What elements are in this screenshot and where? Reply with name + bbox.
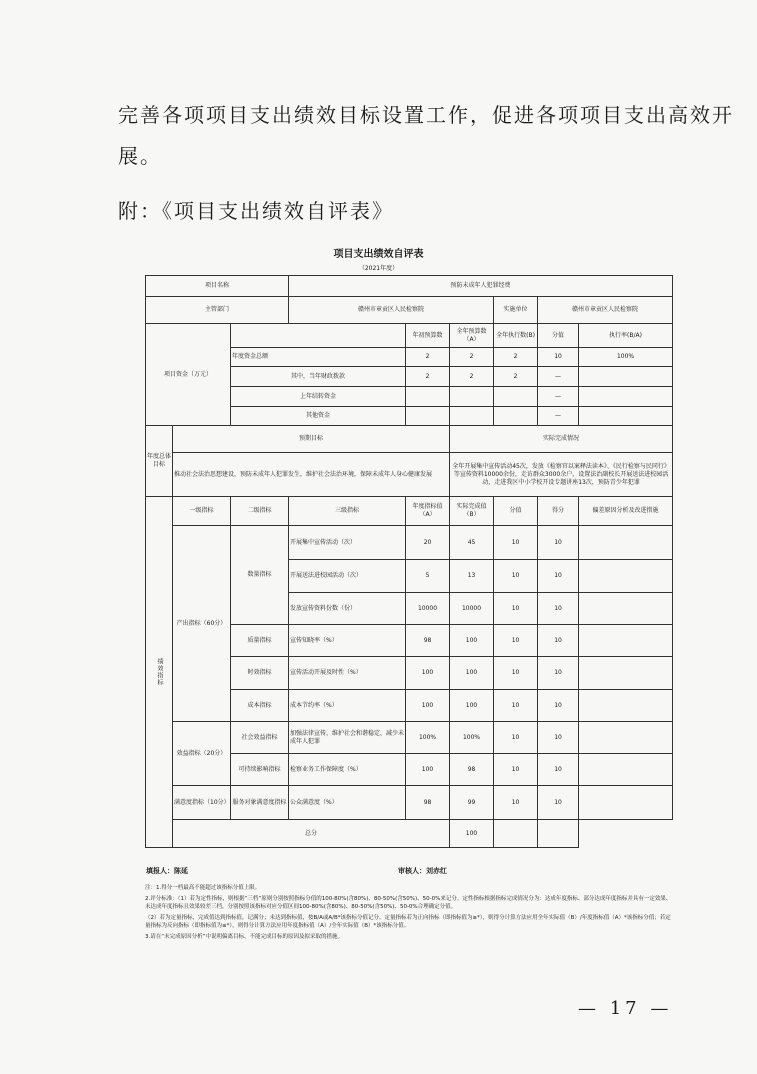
level2-quantity: 数量指标 [231, 526, 289, 625]
indicator-score: 10 [494, 786, 538, 820]
fund-row-label: 其他资金 [231, 407, 406, 426]
indicator-score: 10 [494, 657, 538, 690]
fund-header: 全年预算数（A） [450, 324, 494, 348]
level2-social: 社会效益指标 [231, 722, 289, 754]
indicator-name: 开展送法进校园活动（次） [289, 560, 406, 593]
indicator-actual: 100% [450, 722, 494, 754]
indicator-name: 宣传活动开展及时性（%） [289, 657, 406, 690]
note-item: （2）若为定量指标，完成值达到指标值，记满分；未达到指标值，按B/A或A/B*该指标分值记分。定量指标若为正向指标（即指标值为≥*），则得分计算方法应用全年实际值（B）/年度指标值（A）*该指标分值；若定量指标为反向指标（即指标值为≤*），则得分计算方法应用年度指标值（A）/全年实际值（B）*该指标分值。 [145, 915, 671, 929]
fund-cell: — [538, 387, 579, 407]
indicator-score: 10 [494, 560, 538, 593]
body-paragraph-line1: 完善各项项目支出绩效目标设置工作，促进各项项目支出高效开 [118, 103, 734, 127]
indicator-actual: 100 [450, 690, 494, 722]
indicator-name: 加强法律宣传，维护社会和谐稳定，减少未成年人犯罪 [289, 722, 406, 754]
page-number: — 17 — [578, 998, 673, 1019]
perf-header: 得分 [538, 497, 579, 526]
dept-value: 赣州市章贡区人民检察院 [289, 297, 494, 324]
table-row [146, 722, 673, 754]
level1-benefit: 效益指标（20分） [173, 722, 231, 786]
level2-service: 服务对象满意度指标 [231, 786, 289, 820]
fund-cell [579, 367, 673, 387]
fund-cell: 2 [406, 348, 450, 367]
indicator-score: 10 [494, 526, 538, 560]
indicator-actual: 13 [450, 560, 494, 593]
indicator-score: 10 [494, 754, 538, 786]
perf-header: 年度指标值（A） [406, 497, 450, 526]
level1-output: 产出指标（60分） [173, 526, 231, 722]
fund-cell [494, 387, 538, 407]
perf-header: 偏差原因分析及改进措施 [579, 497, 673, 526]
fund-cell [579, 387, 673, 407]
level2-quality: 质量指标 [231, 625, 289, 657]
indicator-got: 10 [538, 657, 579, 690]
goal-actual-label: 实际完成情况 [450, 426, 673, 453]
perf-header: 分值 [494, 497, 538, 526]
level2-sustain: 可持续影响指标 [231, 754, 289, 786]
impl-label: 实施单位 [494, 297, 538, 324]
fund-header: 执行率(B/A) [579, 324, 673, 348]
table-row [146, 297, 673, 324]
fund-cell: 2 [494, 348, 538, 367]
filler-name: 填报人：陈延 [146, 867, 188, 875]
goal-label: 年度总体目标 [146, 426, 173, 497]
appendix-heading: 附：《项目支出绩效自评表》 [118, 199, 394, 223]
fund-row-label: 年度资金总额 [231, 348, 406, 367]
total-label: 总分 [173, 820, 450, 848]
table-row [146, 497, 673, 526]
dept-label: 主管部门 [146, 297, 289, 324]
indicator-name: 开展集中宣传活动（次） [289, 526, 406, 560]
fund-header: 年初预算数 [406, 324, 450, 348]
fund-cell: 2 [494, 367, 538, 387]
fund-cell: — [538, 407, 579, 426]
table-notes [145, 884, 675, 944]
fund-cell [406, 407, 450, 426]
indicator-score: 10 [494, 593, 538, 625]
total-value: 100 [450, 820, 494, 848]
indicator-actual: 45 [450, 526, 494, 560]
table-row [146, 820, 673, 848]
indicator-actual: 10000 [450, 593, 494, 625]
indicator-target: 10000 [406, 593, 450, 625]
body-paragraph-line2: 展。 [118, 144, 162, 168]
indicator-target: 100 [406, 690, 450, 722]
indicator-target: 5 [406, 560, 450, 593]
fund-cell: 2 [450, 348, 494, 367]
indicator-actual: 99 [450, 786, 494, 820]
indicator-name: 成本节约率（%） [289, 690, 406, 722]
project-name-label: 项目名称 [146, 276, 289, 297]
fund-row-label: 上年结转资金 [231, 387, 406, 407]
fund-cell: 10 [538, 348, 579, 367]
indicator-got: 10 [538, 786, 579, 820]
indicator-name: 宣传知晓率（%） [289, 625, 406, 657]
goal-actual: 全年开展集中宣传活动45次，发放《检察官以案释法读本》、《民行检察与民同行》等宣传资料10000余份，走访群众3000余户，设置法治副校长开展送法进校园活动，走进我区中小学校开设专题讲座13次，预防青少年犯罪 [450, 453, 673, 497]
indicator-target: 98 [406, 625, 450, 657]
indicator-score: 10 [494, 690, 538, 722]
table-row [146, 453, 673, 497]
goal-expected: 推动社会法治思想建设，预防未成年人犯罪发生，维护社会法治环境，保障未成年人身心健康发展 [173, 453, 450, 497]
fund-cell: 2 [406, 367, 450, 387]
level1-satisfaction: 满意度指标（10分） [173, 786, 231, 820]
self-evaluation-table [145, 275, 673, 848]
indicator-name: 公众满意度（%） [289, 786, 406, 820]
indicator-target: 20 [406, 526, 450, 560]
table-year: （2021年度） [358, 265, 399, 272]
indicator-got: 10 [538, 560, 579, 593]
note-item: 注：1.得分一档最高不能超过该指标分值上限。 [145, 885, 261, 891]
table-title: 项目支出绩效自评表 [333, 249, 424, 260]
indicator-name: 发放宣传资料份数（份） [289, 593, 406, 625]
indicator-target: 100 [406, 754, 450, 786]
fund-cell [450, 387, 494, 407]
indicator-got: 10 [538, 690, 579, 722]
fund-label: 项目资金（万元） [146, 324, 231, 426]
indicator-actual: 100 [450, 625, 494, 657]
perf-header: 二级指标 [231, 497, 289, 526]
fund-cell [494, 407, 538, 426]
table-row [146, 324, 673, 348]
fund-row-label: 其中，当年财政拨款 [231, 367, 406, 387]
indicator-target: 98 [406, 786, 450, 820]
indicator-target: 100 [406, 657, 450, 690]
impl-value: 赣州市章贡区人民检察院 [538, 297, 673, 324]
table-row [146, 526, 673, 560]
indicator-got: 10 [538, 625, 579, 657]
fund-cell [579, 407, 673, 426]
note-item: 3.请在“未完成原因分析”中说明偏离目标、不能完成目标的原因及拟采取的措施。 [145, 934, 343, 940]
level2-timeliness: 时效指标 [231, 657, 289, 690]
perf-label: 绩效指标 [146, 497, 173, 848]
indicator-target: 100% [406, 722, 450, 754]
indicator-got: 10 [538, 593, 579, 625]
perf-header: 实际完成值（B） [450, 497, 494, 526]
table-row [146, 276, 673, 297]
reviewer-name: 审核人：刘赤红 [398, 867, 447, 875]
indicator-got: 10 [538, 754, 579, 786]
indicator-name: 检察业务工作保障度（%） [289, 754, 406, 786]
indicator-got: 10 [538, 722, 579, 754]
perf-header: 三级指标 [289, 497, 406, 526]
perf-header: 一级指标 [173, 497, 231, 526]
goal-expected-label: 预期目标 [173, 426, 450, 453]
level2-cost: 成本指标 [231, 690, 289, 722]
fund-cell: 100% [579, 348, 673, 367]
indicator-actual: 98 [450, 754, 494, 786]
indicator-score: 10 [494, 625, 538, 657]
fund-cell: — [538, 367, 579, 387]
table-row [146, 426, 673, 453]
indicator-score: 10 [494, 722, 538, 754]
fund-header: 全年执行数(B) [494, 324, 538, 348]
fund-cell: 2 [450, 367, 494, 387]
note-item: 2.评分标准：（1）若为定性指标，则根据“三档”原则分别按照指标分值的100-80%(含80%)、80-50%(含50%)、50-0%来记分。定性指标根据指标完成情况分为：达成年度指标、部分达成年度指标并具有一定效果、未达成年度指标且效果较差三档，分别按照该指标对应分值区间100-80%(含80%)、80-50%(含50%)、50-0%合理确定分值。 [145, 896, 672, 910]
fund-header: 分值 [538, 324, 579, 348]
project-name: 预防未成年人犯罪经费 [289, 276, 673, 297]
table-row [146, 786, 673, 820]
indicator-got: 10 [538, 526, 579, 560]
fund-cell [450, 407, 494, 426]
fund-cell [406, 387, 450, 407]
indicator-actual: 100 [450, 657, 494, 690]
